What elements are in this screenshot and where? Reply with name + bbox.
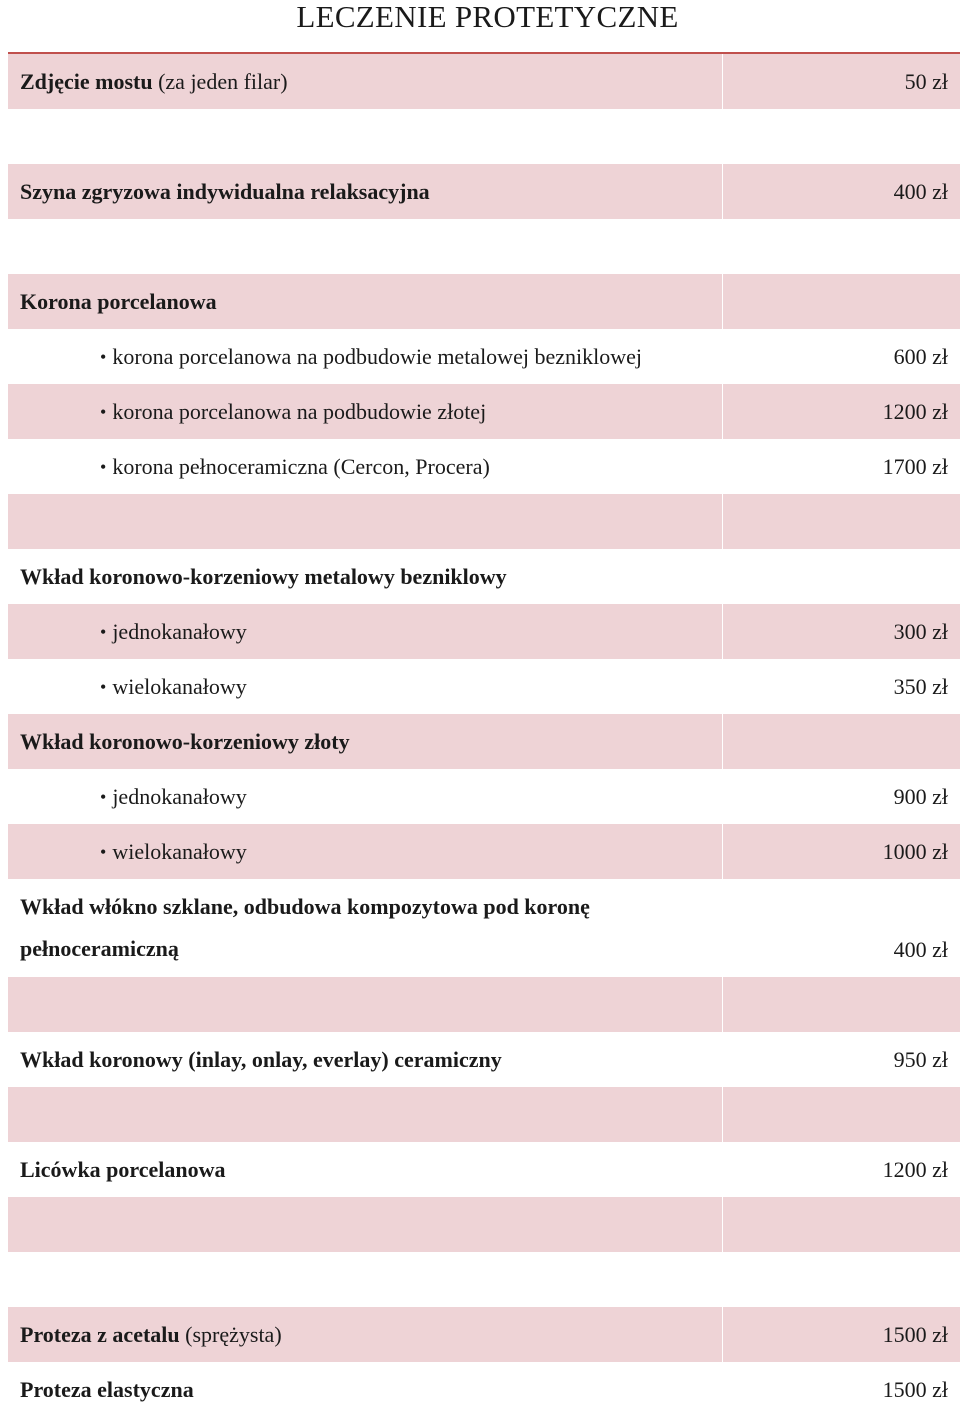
price-row-veneer	[8, 1142, 960, 1197]
price-row-bullet	[8, 329, 960, 384]
price-row-inlay	[8, 1032, 960, 1087]
row-price: 1200 zł	[882, 399, 948, 424]
bullet-icon: •	[100, 677, 107, 697]
bullet-text: korona porcelanowa na podbudowie złotej	[112, 399, 487, 424]
row-price: 400 zł	[893, 179, 948, 204]
section-heading-porcelain-crown	[8, 274, 960, 329]
price-row-bullet	[8, 769, 960, 824]
row-price: 950 zł	[893, 1047, 948, 1072]
row-label: Wkład włókno szklane, odbudowa kompozytowa pod koronę pełnoceramiczną	[20, 894, 590, 961]
row-label: Proteza elastyczna	[20, 1377, 194, 1402]
row-label: Wkład koronowy (inlay, onlay, everlay) ceramiczny	[20, 1047, 502, 1072]
bullet-item	[100, 384, 720, 439]
bullet-item	[100, 439, 720, 494]
row-label: Wkład koronowo-korzeniowy metalowy bezniklowy	[20, 564, 507, 589]
row-label-note: (za jeden filar)	[152, 69, 288, 94]
price-row-fiberglass-post	[8, 879, 960, 977]
row-price: 1500 zł	[882, 1322, 948, 1347]
bullet-item	[100, 824, 720, 879]
bullet-icon: •	[100, 842, 107, 862]
row-label	[20, 54, 710, 109]
row-price: 1700 zł	[882, 454, 948, 479]
row-price: 1000 zł	[882, 839, 948, 864]
bullet-text: wielokanałowy	[112, 674, 247, 699]
row-label: Licówka porcelanowa	[20, 1157, 226, 1182]
row-price: 600 zł	[893, 344, 948, 369]
row-label	[20, 1307, 710, 1362]
row-price: 300 zł	[893, 619, 948, 644]
row-label-note: (sprężysta)	[179, 1322, 282, 1347]
row-price: 50 zł	[904, 69, 948, 94]
spacer-row	[8, 977, 960, 1032]
price-row-bridge-removal	[8, 54, 960, 109]
row-price: 1200 zł	[882, 1157, 948, 1182]
price-table	[8, 54, 960, 1417]
bullet-icon: •	[100, 402, 107, 422]
bullet-item	[100, 659, 720, 714]
bullet-text: wielokanałowy	[112, 839, 247, 864]
row-price: 400 zł	[893, 937, 948, 962]
price-row-occlusal-splint	[8, 164, 960, 219]
spacer-row	[8, 1197, 960, 1252]
row-label: Szyna zgryzowa indywidualna relaksacyjna	[20, 179, 430, 204]
page-title: LECZENIE PROTETYCZNE	[296, 0, 679, 34]
spacer-row	[8, 109, 960, 164]
row-price: 900 zł	[893, 784, 948, 809]
price-row-bullet	[8, 659, 960, 714]
price-row-flexible-denture	[8, 1362, 960, 1417]
section-heading-metal-post	[8, 549, 960, 604]
bullet-text: korona porcelanowa na podbudowie metalowej bezniklowej	[112, 344, 642, 369]
bullet-icon: •	[100, 622, 107, 642]
bullet-icon: •	[100, 347, 107, 367]
row-label: Wkład koronowo-korzeniowy złoty	[20, 729, 350, 754]
row-label: Korona porcelanowa	[20, 289, 217, 314]
row-price: 1500 zł	[882, 1377, 948, 1402]
bullet-icon: •	[100, 787, 107, 807]
row-label-bold: Zdjęcie mostu	[20, 69, 153, 94]
bullet-text: korona pełnoceramiczna (Cercon, Procera)	[112, 454, 490, 479]
price-row-bullet	[8, 604, 960, 659]
spacer-row	[8, 494, 960, 549]
section-heading-gold-post	[8, 714, 960, 769]
bullet-item	[100, 329, 720, 384]
bullet-text: jednokanałowy	[112, 619, 247, 644]
row-label-bold: Proteza z acetalu	[20, 1322, 180, 1347]
spacer-row	[8, 219, 960, 274]
bullet-item	[100, 769, 720, 824]
price-row-bullet	[8, 384, 960, 439]
price-row-bullet	[8, 439, 960, 494]
bullet-item	[100, 604, 720, 659]
price-row-bullet	[8, 824, 960, 879]
row-price: 350 zł	[893, 674, 948, 699]
bullet-icon: •	[100, 457, 107, 477]
price-row-acetal-denture	[8, 1307, 960, 1362]
bullet-text: jednokanałowy	[112, 784, 247, 809]
spacer-row	[8, 1087, 960, 1142]
spacer-row	[8, 1252, 960, 1307]
